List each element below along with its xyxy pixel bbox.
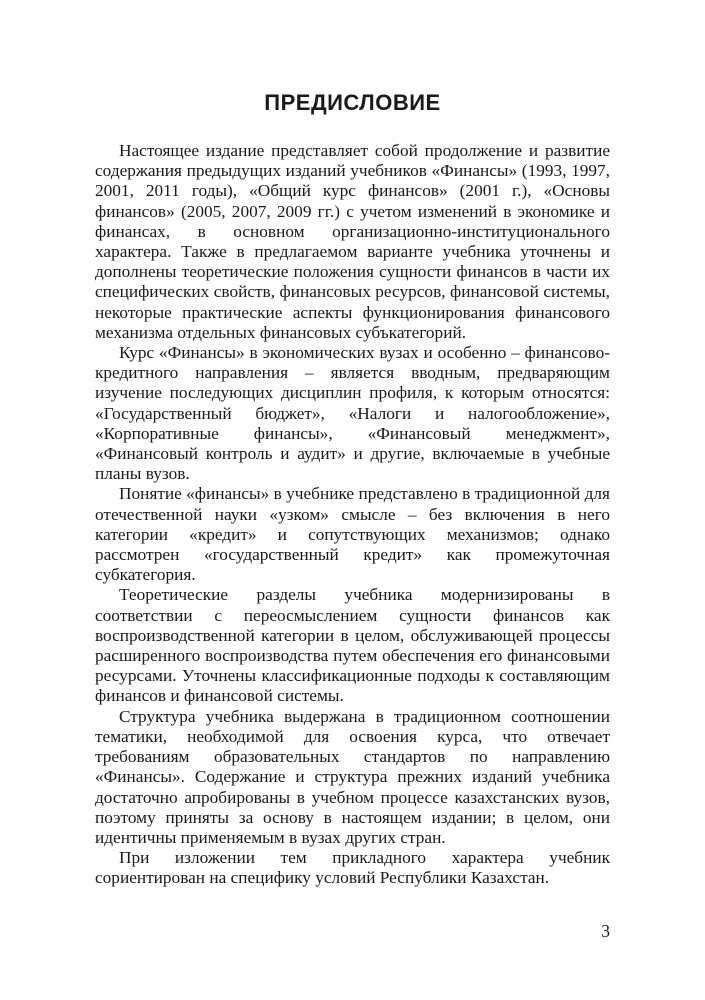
paragraph: Структура учебника выдержана в традиционном соотношении тематики, необходимой для освоения курса, что отвечает требованиям образовательных стандартов по направлению «Финансы». Содержание и структура прежних изданий учебника достаточно апробированы в учебном процессе казахстанских вузов, поэтому приняты за основу в настоящем издании; в целом, они идентичны применяемым в вузах других стран. (95, 706, 610, 847)
page-number: 3 (601, 921, 610, 941)
paragraph: Понятие «финансы» в учебнике представлено в традиционной для отечественной науки «узком» смысле – без включения в него категории «кредит» и сопутствующих механизмов; однако рассмотрен «государственный кредит» как промежуточная субкатегория. (95, 484, 610, 585)
page-title: ПРЕДИСЛОВИЕ (264, 90, 441, 115)
paragraph: При изложении тем прикладного характера учебник сориентирован на специфику условий Республики Казахстан. (95, 848, 610, 888)
body-text (95, 141, 610, 889)
paragraph: Теоретические разделы учебника модернизированы в соответствии с переосмыслением сущности финансов как воспроизводственной категории в целом, обслуживающей процессы расширенного воспроизводства путем обеспечения его финансовыми ресурсами. Уточнены классификационные подходы к составляющим финансов и финансовой системы. (95, 585, 610, 706)
paragraph: Настоящее издание представляет собой продолжение и развитие содержания предыдущих изданий учебников «Финансы» (1993, 1997, 2001, 2011 годы), «Общий курс финансов» (2001 г.), «Основы финансов» (2005, 2007, 2009 гг.) с учетом изменений в экономике и финансах, в основном организационно-институционального характера. Также в предлагаемом варианте учебника уточнены и дополнены теоретические положения сущности финансов в части их специфических свойств, финансовых ресурсов, финансовой системы, некоторые практические аспекты функционирования финансового механизма отдельных финансовых субъкатегорий. (95, 141, 610, 342)
paragraph: Курс «Финансы» в экономических вузах и особенно – финансово-кредитного направления – является вводным, предваряющим изучение последующих дисциплин профиля, к которым относятся: «Государственный бюджет», «Налоги и налогообложение», «Корпоративные финансы», «Финансовый менеджмент», «Финансовый контроль и аудит» и другие, включаемые в учебные планы вузов. (95, 343, 610, 484)
